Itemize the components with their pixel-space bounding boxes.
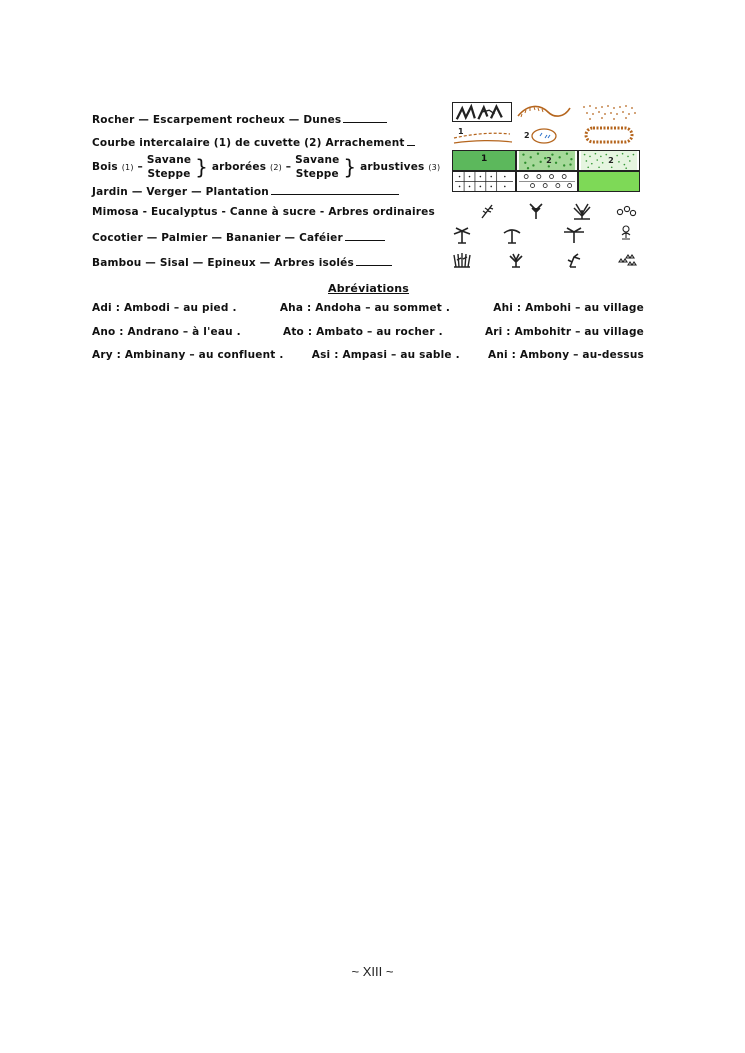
legend-row-mimosa-label: Mimosa - Eucalyptus - Canne à sucre - Arbres ordinaires (92, 206, 435, 218)
legend-row-courbe-label: Courbe intercalaire (1) de cuvette (2) Arrachement (92, 137, 405, 149)
dash: – (285, 161, 292, 173)
abbreviation-entry: Ari : Ambohitr – au village (484, 326, 644, 338)
leader-line (356, 264, 392, 266)
arbres-ordinaires-icon (614, 202, 638, 220)
legend-row-cocotier (92, 232, 385, 244)
eucalyptus-icon (524, 202, 548, 220)
abbreviation-line-3 (92, 349, 644, 361)
escarpement-swatch (514, 102, 574, 122)
legend-row-cocotier-label: Cocotier — Palmier — Bananier — Caféier (92, 232, 343, 244)
arbres-isoles-icon (614, 249, 638, 267)
abbreviation-entry: Aha : Andoha – au sommet . (279, 302, 451, 314)
courbe-label-2: 2 (524, 131, 530, 140)
arborees-number: (2) (270, 163, 282, 172)
savane-arboree-swatch (516, 150, 578, 171)
abbreviation-entry: Adi : Ambodi – au pied . (92, 302, 237, 314)
arborees-label: arborées (211, 161, 267, 173)
jardin-swatch (452, 171, 516, 192)
legend-row-jardin (92, 186, 399, 198)
courbe-swatch (452, 124, 578, 146)
savane-label-2: Savane (295, 154, 340, 166)
abbreviation-line-2 (92, 326, 644, 338)
bois-number: (1) (121, 163, 134, 172)
legend-row-mimosa (92, 206, 435, 218)
brace: } (343, 155, 357, 179)
palmier-icon (500, 226, 524, 244)
swatch-label-2: 2 (546, 154, 552, 165)
mimosa-icon (476, 202, 500, 220)
bois-swatch (452, 150, 516, 171)
abbreviation-entry: Ano : Andrano – à l'eau . (92, 326, 241, 338)
abbreviation-entry: Asi : Ampasi – au sable . (311, 349, 460, 361)
canne-a-sucre-icon (570, 202, 594, 220)
savane-steppe-stack-2 (295, 153, 339, 181)
abbreviation-entry: Ary : Ambinany – au confluent . (92, 349, 284, 361)
abbreviation-line-1 (92, 302, 644, 314)
verger-swatch (516, 171, 578, 192)
cocotier-icon (450, 226, 474, 244)
legend-row-bambou (92, 257, 392, 269)
rocher-swatch (452, 102, 512, 122)
bananier-icon (562, 226, 586, 244)
abbreviation-entry: Ani : Ambony – au-dessus (488, 349, 644, 361)
arrachement-swatch (580, 124, 640, 146)
steppe-label: Steppe (147, 168, 191, 180)
map-legend (92, 100, 644, 370)
page-number: ~ XIII ~ (351, 964, 394, 979)
abbreviation-entry: Ahi : Ambohi – au village (493, 302, 644, 314)
cafeier-icon (614, 224, 638, 242)
legend-row-bambou-label: Bambou — Sisal — Epineux — Arbres isolés (92, 257, 354, 269)
epineux-icon (562, 251, 586, 269)
swatch-label-1: 1 (481, 154, 488, 164)
plantation-swatch (578, 171, 640, 192)
legend-row-bois (92, 152, 440, 182)
brace: } (195, 155, 209, 179)
leader-line (407, 144, 415, 146)
steppe-label-2: Steppe (295, 168, 339, 180)
abbreviation-entry: Ato : Ambato – au rocher . (283, 326, 443, 338)
legend-row-rocher (92, 114, 387, 126)
dash: – (137, 161, 143, 173)
legend-row-courbe (92, 137, 415, 149)
arbustives-label: arbustives (360, 161, 425, 173)
leader-line (343, 121, 387, 123)
legend-row-jardin-label: Jardin — Verger — Plantation (92, 186, 269, 198)
arbustives-number: (3) (428, 163, 441, 172)
savane-steppe-stack (147, 153, 191, 181)
swatch-label-3: 2 (608, 154, 614, 165)
leader-line (271, 193, 399, 195)
bois-label: Bois (92, 161, 118, 173)
abbreviations-title: Abréviations (328, 282, 410, 295)
courbe-label-1: 1 (458, 127, 464, 136)
savane-arbustive-swatch (578, 150, 640, 171)
bambou-icon (450, 251, 474, 269)
savane-label: Savane (146, 154, 192, 166)
sisal-icon (504, 251, 528, 269)
legend-row-rocher-label: Rocher — Escarpement rocheux — Dunes (92, 114, 342, 126)
leader-line (345, 239, 385, 241)
dunes-swatch (578, 102, 640, 122)
